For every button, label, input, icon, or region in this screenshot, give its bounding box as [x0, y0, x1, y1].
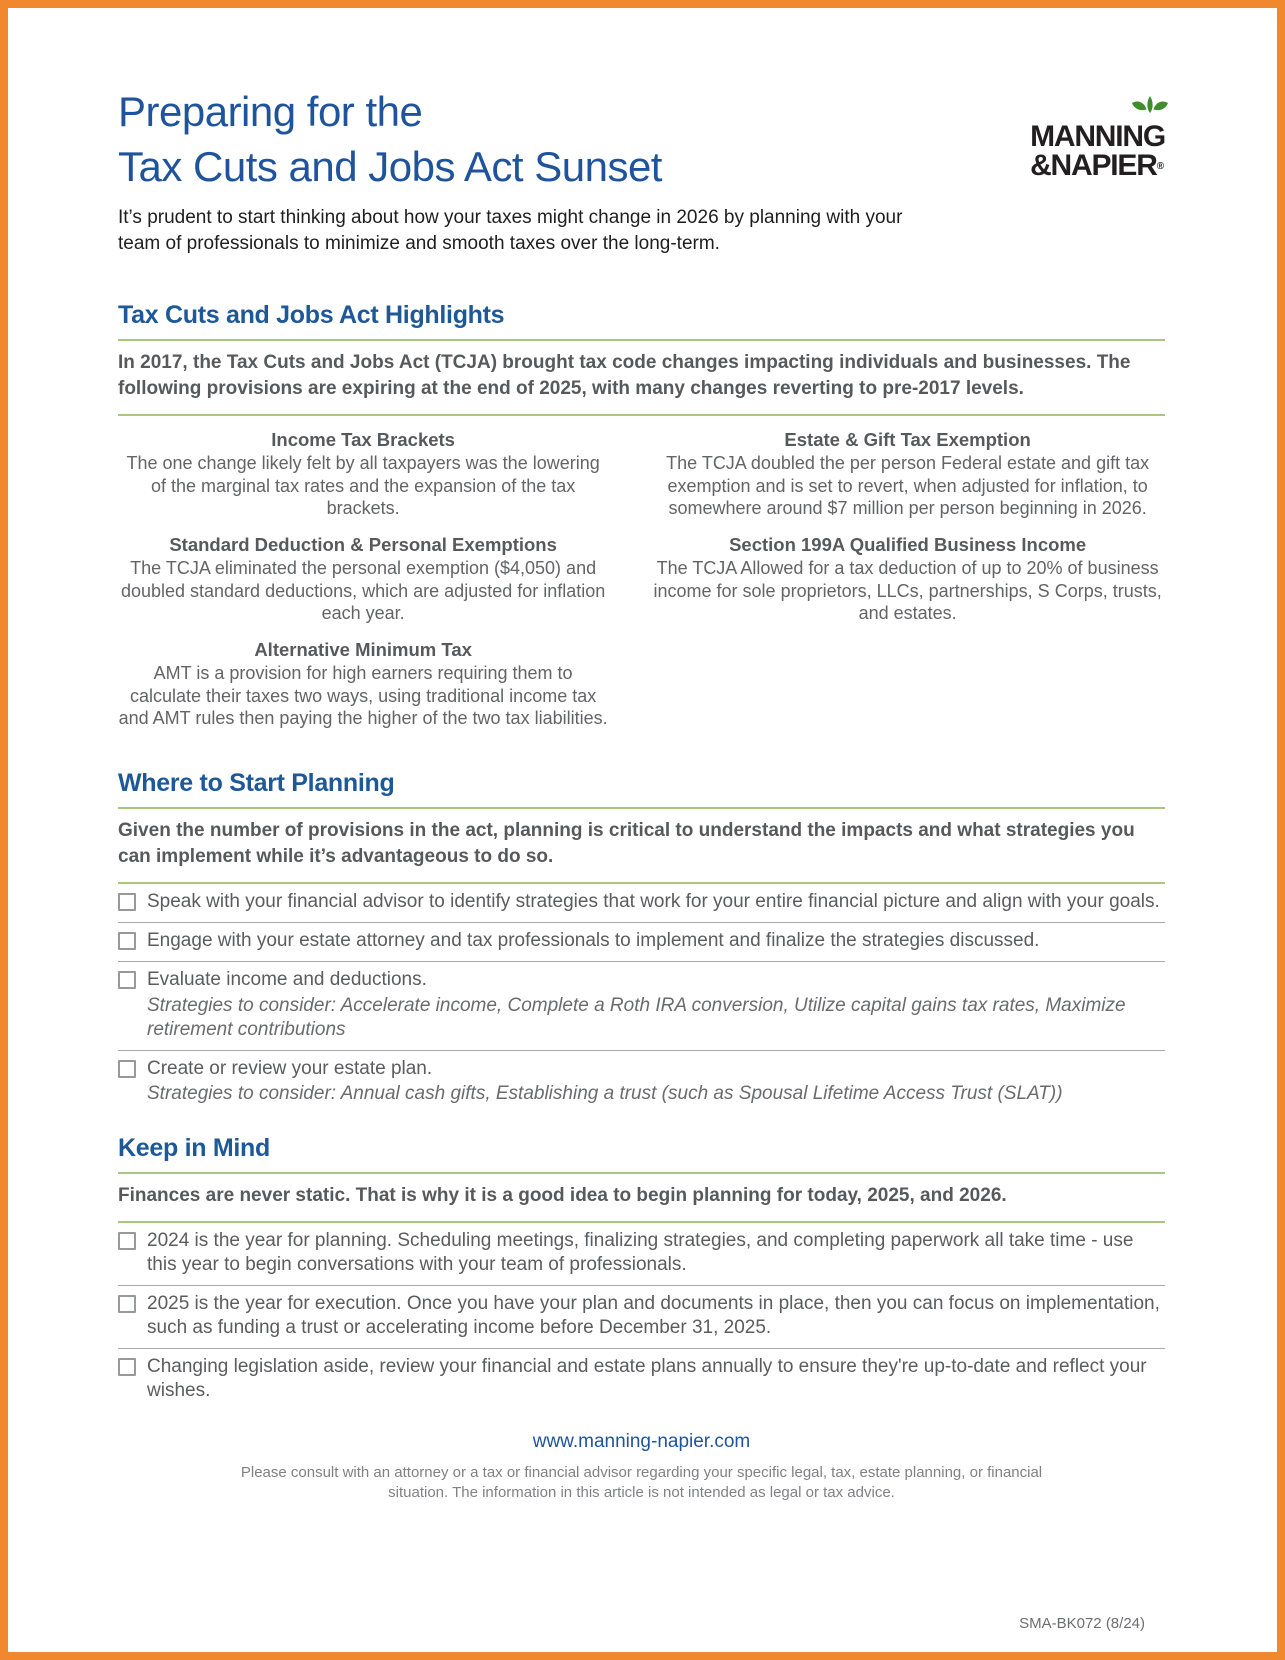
logo-line-2-text: &NAPIER — [1030, 149, 1157, 183]
highlights-heading: Tax Cuts and Jobs Act Highlights — [118, 301, 1165, 341]
keep-in-mind-checklist — [118, 1223, 1165, 1411]
highlight-title: Section 199A Qualified Business Income — [729, 534, 1087, 556]
checkbox-icon[interactable] — [118, 893, 136, 911]
checklist-item — [118, 1348, 1165, 1411]
planning-heading: Where to Start Planning — [118, 769, 1165, 809]
keep-in-mind-intro: Finances are never static. That is why it is a good idea to begin planning for today, 2025, and 2026. — [118, 1174, 1165, 1223]
highlight-body: The TCJA doubled the per person Federal estate and gift tax exemption and is set to revert, when adjusted for inflation, to somewhere around $7 million per person beginning in 2026. — [666, 453, 1150, 519]
leaf-sprout-icon — [1127, 96, 1173, 120]
logo-line-2 — [1030, 149, 1165, 183]
planning-checklist — [118, 884, 1165, 1115]
checklist-item — [118, 961, 1165, 1050]
planning-intro: Given the number of provisions in the act, planning is critical to understand the impacts and what strategies you can implement while it’s advantageous to do so. — [118, 809, 1165, 884]
checklist-text-group — [147, 968, 1165, 1042]
title-line-1: Preparing for the — [118, 88, 423, 135]
highlight-title: Income Tax Brackets — [271, 428, 455, 450]
section-keep-in-mind — [118, 1134, 1165, 1410]
checklist-strategies: Strategies to consider: Annual cash gifts, Establishing a trust (such as Spousal Lifetime Access Trust (SLAT)) — [147, 1083, 1063, 1105]
highlight-body: The TCJA eliminated the personal exemption ($4,050) and doubled standard deductions, which are adjusted for inflation each year. — [120, 558, 606, 624]
highlight-body: The TCJA Allowed for a tax deduction of up to 20% of business income for sole proprietors, LLCs, partnerships, S Corps, trusts, and estates. — [653, 558, 1162, 624]
checkbox-icon[interactable] — [118, 971, 136, 989]
highlight-topic — [650, 428, 1165, 520]
highlights-left-column — [118, 428, 608, 743]
highlight-topic — [118, 638, 608, 730]
page-title — [118, 84, 918, 195]
logo-line-1: MANNING — [1030, 120, 1165, 153]
highlights-right-column — [650, 428, 1165, 743]
checkbox-icon[interactable] — [118, 1232, 136, 1250]
legal-disclaimer: Please consult with an attorney or a tax or financial advisor regarding your specific legal, tax, estate planning, or financial situation. The information in this article is not intended as legal or tax advice. — [240, 1463, 1043, 1502]
manning-napier-logo — [1030, 96, 1165, 181]
checklist-strategies: Strategies to consider: Accelerate income, Complete a Roth IRA conversion, Utilize capital gains tax rates, Maximize retirement contributions — [147, 994, 1126, 1040]
checklist-item — [118, 922, 1165, 961]
document-code: SMA-BK072 (8/24) — [1019, 1615, 1145, 1632]
checklist-text-group — [147, 1057, 1063, 1107]
checklist-item — [118, 884, 1165, 922]
checklist-text: Create or review your estate plan. — [147, 1057, 433, 1079]
website-link[interactable]: www.manning-napier.com — [532, 1430, 751, 1452]
checklist-text: Evaluate income and deductions. — [147, 968, 427, 990]
checklist-text: Changing legislation aside, review your financial and estate plans annually to ensure they're up-to-date and reflect your wishes. — [147, 1355, 1147, 1401]
keep-in-mind-heading: Keep in Mind — [118, 1134, 1165, 1174]
checklist-text: Speak with your financial advisor to identify strategies that work for your entire financial picture and align with your goals. — [147, 890, 1160, 912]
registered-mark: ® — [1156, 161, 1165, 173]
checkbox-icon[interactable] — [118, 1060, 136, 1078]
checklist-text: Engage with your estate attorney and tax professionals to implement and finalize the strategies discussed. — [147, 929, 1040, 951]
checklist-text: 2025 is the year for execution. Once you have your plan and documents in place, then you can focus on implementation, such as funding a trust or accelerating income before December 31, 2025. — [147, 1293, 1160, 1339]
title-line-2: Tax Cuts and Jobs Act Sunset — [118, 143, 662, 191]
highlight-body: The one change likely felt by all taxpayers was the lowering of the marginal tax rates and the expansion of the tax brackets. — [126, 453, 600, 519]
highlight-title: Standard Deduction & Personal Exemptions — [169, 534, 557, 556]
checkbox-icon[interactable] — [118, 1358, 136, 1376]
highlights-columns — [118, 428, 1165, 743]
checklist-item — [118, 1223, 1165, 1285]
checkbox-icon[interactable] — [118, 932, 136, 950]
section-planning — [118, 769, 1165, 1114]
highlight-body: AMT is a provision for high earners requiring them to calculate their taxes two ways, using traditional income tax and AMT rules then paying the higher of the two tax liabilities. — [118, 663, 608, 729]
highlights-intro: In 2017, the Tax Cuts and Jobs Act (TCJA) brought tax code changes impacting individuals and businesses. The following provisions are expiring at the end of 2025, with many changes reverting to pre-2017 levels. — [118, 341, 1165, 416]
checklist-item — [118, 1050, 1165, 1115]
highlight-topic — [118, 428, 608, 520]
title-block — [118, 84, 918, 257]
highlight-topic — [118, 533, 608, 625]
section-highlights — [118, 301, 1165, 743]
highlight-title: Alternative Minimum Tax — [254, 639, 472, 661]
checklist-item — [118, 1285, 1165, 1348]
page-subtitle: It’s prudent to start thinking about how your taxes might change in 2026 by planning with your team of professionals to minimize and smooth taxes over the long-term. — [118, 206, 903, 255]
checkbox-icon[interactable] — [118, 1295, 136, 1313]
checklist-text: 2024 is the year for planning. Scheduling meetings, finalizing strategies, and completing paperwork all take time - use this year to begin conversations with your team of professionals. — [147, 1230, 1134, 1276]
logo-wordmark — [1030, 122, 1165, 181]
highlight-title: Estate & Gift Tax Exemption — [784, 428, 1031, 450]
highlight-topic — [650, 533, 1165, 625]
header — [118, 84, 1165, 257]
